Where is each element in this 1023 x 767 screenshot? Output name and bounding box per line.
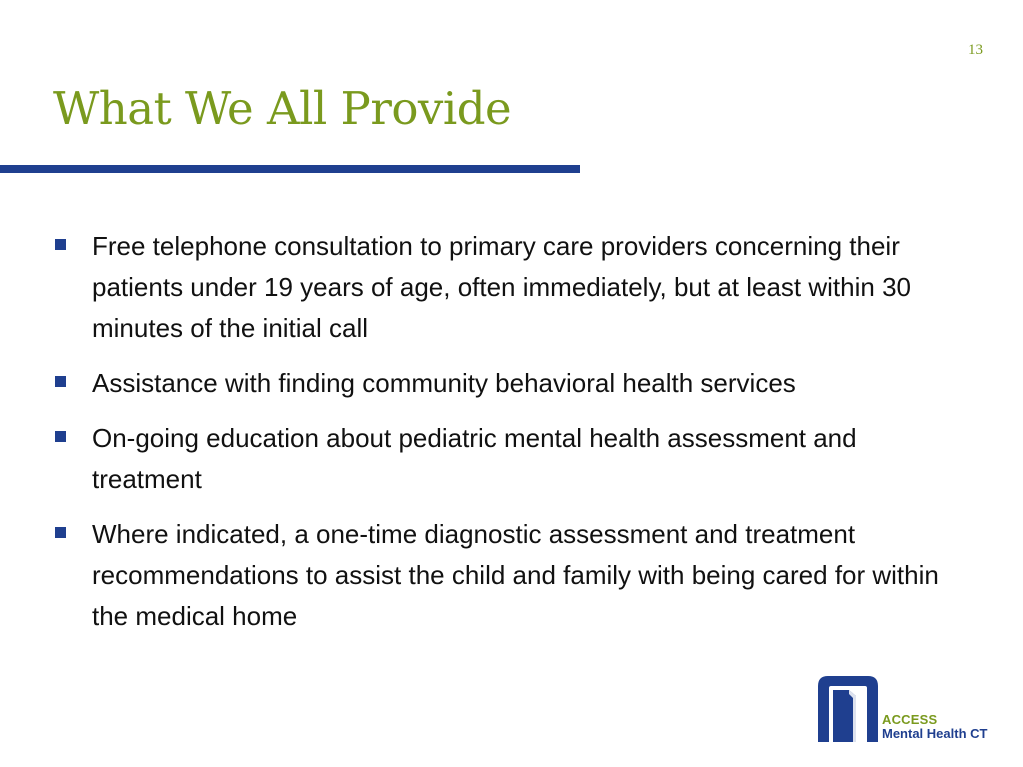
bullet-item bbox=[52, 514, 957, 637]
bullet-text: On-going education about pediatric mental health assessment and treatment bbox=[92, 423, 857, 494]
logo-line-mental-health: Mental Health CT bbox=[882, 726, 988, 741]
square-bullet-icon bbox=[55, 527, 66, 538]
square-bullet-icon bbox=[55, 239, 66, 250]
square-bullet-icon bbox=[55, 431, 66, 442]
title-underline bbox=[0, 165, 580, 173]
access-mental-health-logo bbox=[818, 676, 1008, 746]
slide-title: What We All Provide bbox=[53, 82, 512, 135]
logo-line-access: ACCESS bbox=[882, 712, 938, 727]
bullet-item bbox=[52, 226, 957, 349]
page-number: 13 bbox=[968, 42, 983, 58]
square-bullet-icon bbox=[55, 376, 66, 387]
logo-wordmark bbox=[882, 713, 987, 741]
bullet-text: Where indicated, a one-time diagnostic assessment and treatment recommendations to assist the child and family with being cared for within the medical home bbox=[92, 519, 939, 631]
bullet-text: Free telephone consultation to primary care providers concerning their patients under 19 years of age, often immediately, but at least within 30 minutes of the initial call bbox=[92, 231, 911, 343]
bullet-item bbox=[52, 418, 957, 500]
bullet-text: Assistance with finding community behavioral health services bbox=[92, 368, 796, 398]
door-logo-icon bbox=[818, 676, 878, 742]
bullet-item bbox=[52, 363, 957, 404]
bullet-list bbox=[52, 226, 957, 651]
